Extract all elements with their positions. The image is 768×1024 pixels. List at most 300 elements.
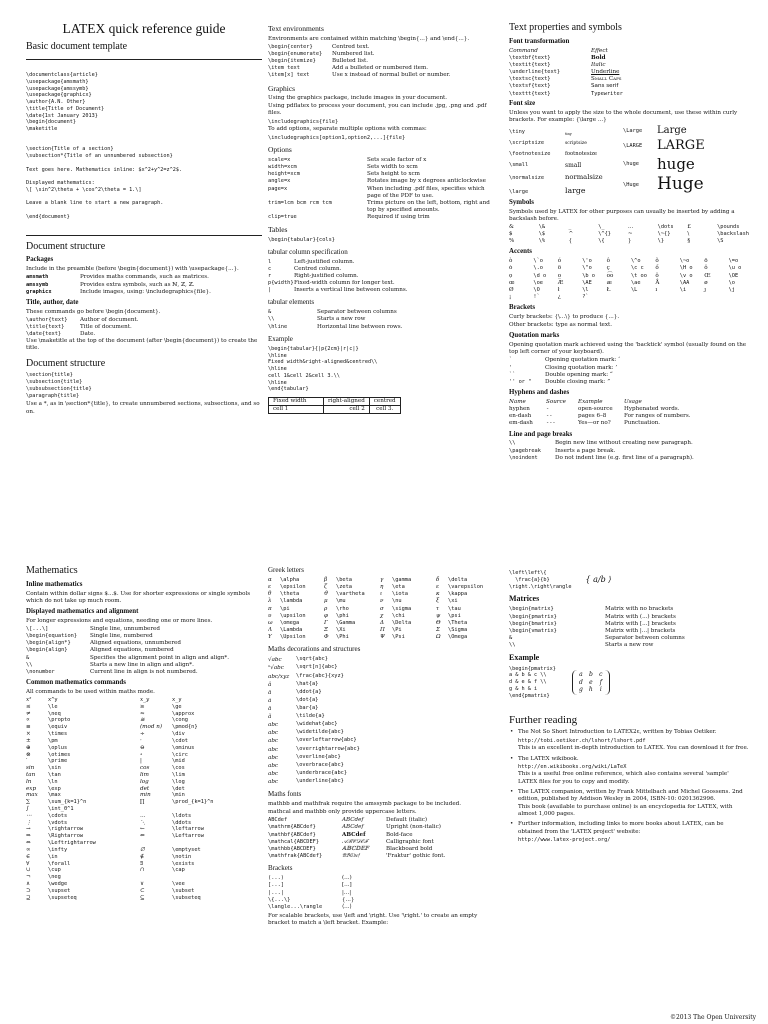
table-cell: right-aligned xyxy=(324,398,370,406)
brackets-p2: Other brackets: type as normal text. xyxy=(509,322,613,329)
math-cmd: \exists xyxy=(172,860,195,867)
displayed-desc: Aligned equations, numbered xyxy=(90,647,174,654)
math-cmd: \det xyxy=(172,785,185,792)
maths-heading: Mathematics xyxy=(26,565,78,576)
math-symbol: ⋮ xyxy=(26,819,32,826)
greek-glyph: ι xyxy=(380,591,383,598)
math-symbol: ≅ xyxy=(140,717,145,724)
tad-desc: Title of document. xyxy=(80,323,132,330)
option-cmd: height=xcm xyxy=(268,171,300,178)
mbrack-table xyxy=(268,875,500,911)
math-symbol: ⊖ xyxy=(140,744,145,751)
bracket-output: ⟨...⟩ xyxy=(342,903,352,910)
greek-cmd: \chi xyxy=(392,612,405,619)
list-item xyxy=(509,756,749,786)
math-symbol: ÷ xyxy=(140,731,145,738)
common-table xyxy=(26,697,262,901)
mfont-cmd: \mathfrak{ABCdef} xyxy=(268,853,323,860)
math-cmd: x_y xyxy=(172,697,182,703)
mfont-output: 𝔸𝔹ℂ𝔻𝔼𝔽 xyxy=(342,845,369,852)
mfont-desc: Upright (non-italic) xyxy=(386,824,441,831)
accent-glyph: ő xyxy=(655,265,659,272)
greek-cmd: \Theta xyxy=(448,619,468,626)
deco-output: abc xyxy=(268,778,279,785)
displayed-heading: Displayed mathematics and alignment xyxy=(26,607,139,615)
bracket-cmd: \langle...\rangle xyxy=(268,903,323,910)
mfonts-table xyxy=(268,817,500,860)
font-effect: Sans serif xyxy=(591,83,619,90)
text-env-desc: Bulleted list. xyxy=(332,58,368,65)
element-cmd: & xyxy=(268,309,272,316)
accent-glyph: ø xyxy=(704,279,708,286)
accent-glyph: Œ xyxy=(704,272,711,279)
greek-glyph: ε xyxy=(268,584,272,591)
math-symbol: ⊆ xyxy=(140,894,145,901)
common-p: All commands to be used within maths mode. xyxy=(26,688,155,695)
accent-cmd: \ae xyxy=(630,279,641,286)
deco-cmd: \overleftarrow{abc} xyxy=(296,737,357,744)
math-cmd: \cdot xyxy=(172,737,188,744)
text-props-heading: Text properties and symbols xyxy=(509,22,622,33)
mfont-cmd: \mathcal{ABCDEF} xyxy=(268,838,320,845)
math-cmd: \sin xyxy=(48,765,61,772)
greek-heading: Greek letters xyxy=(268,566,304,574)
symbol-cmd: \_ xyxy=(598,223,605,230)
leftright-code: \left\left\{ \frac{a}{b} \right.\right\rangle xyxy=(509,570,572,590)
option-cmd: scale=x xyxy=(268,156,291,163)
greek-cmd: \iota xyxy=(392,591,408,598)
matrices-table xyxy=(509,606,749,649)
math-cmd: \supseteq xyxy=(48,894,77,901)
hyph-col-header: Source xyxy=(546,398,566,405)
greek-cmd: \lambda xyxy=(280,598,303,605)
greek-glyph: χ xyxy=(380,612,384,619)
column-1-top xyxy=(26,18,262,533)
linebreak-cmd: \noindent xyxy=(509,454,538,461)
colspec-table xyxy=(268,259,500,295)
option-desc: Sets scale factor of x xyxy=(367,156,427,163)
symbols-heading: Symbols xyxy=(509,198,534,206)
greek-cmd: \eta xyxy=(392,584,405,591)
mfont-desc: Blackboard bold xyxy=(386,845,433,852)
math-symbol: ≡ xyxy=(26,724,31,731)
tad-heading: Title, author, date xyxy=(26,298,79,306)
symbol-cmd: \} xyxy=(657,238,665,245)
further-text: • The LATEX companion, written by Frank Mittelbach and Michel Goossens. 2nd edition, published by Addison Wesley in 2004, ISBN-10: 0201362996. xyxy=(518,788,743,802)
math-cmd: \pmod{n} xyxy=(172,724,198,731)
matrix-cell: f xyxy=(599,678,602,686)
deco-cmd: \dot{a} xyxy=(296,696,319,703)
column-3-bottom xyxy=(509,570,749,1010)
greek-cmd: \Psi xyxy=(392,634,405,641)
mbrack-heading: Brackets xyxy=(268,864,293,873)
greek-cmd: \upsilon xyxy=(280,612,306,619)
option-desc: Sets width to xcm xyxy=(367,164,418,171)
greek-glyph: η xyxy=(380,584,384,591)
quote-table xyxy=(509,357,749,386)
symbol-cmd: \& xyxy=(538,223,546,230)
deco-cmd: \bar{a} xyxy=(296,704,319,711)
hyph-cell: Hyphenated words. xyxy=(624,406,680,413)
greek-glyph: Ψ xyxy=(380,634,385,641)
matrix-env-desc: Starts a new row xyxy=(605,642,654,649)
greek-cmd: \pi xyxy=(280,605,290,612)
accent-cmd: \AE xyxy=(582,279,592,286)
greek-glyph: β xyxy=(324,576,328,583)
accent-cmd: \O xyxy=(533,286,540,293)
accent-cmd: \^o xyxy=(630,258,641,265)
math-cmd: \pm xyxy=(48,737,58,744)
mfont-desc: 'Fraktur' gothic font. xyxy=(386,853,446,860)
mfonts-p1: mathbb and mathfrak require the amssymb package to be included. xyxy=(268,801,461,808)
displayed-desc: Single line, unnumbered xyxy=(90,625,160,632)
inline-p: Contain within dollar signs $...$. Use for shorter expressions or single symbols which do not take up much room. xyxy=(26,590,251,604)
size-cmd: \tiny xyxy=(509,129,525,136)
package-cmd: amssymb xyxy=(26,281,49,288)
text-env-cmd: \item[x] text xyxy=(268,72,310,79)
basic-template-code: \documentclass{article} \usepackage{amsmath} \usepackage{amssymb} \usepackage{graphicx} \author{A.N. Other} \title{Title of Document} \date{1st January 2013} \begin{document} \maketitle \section{Title of a section} \subsection*{Title of an unnumbered subsection} Text goes here. Mathematics inline: $x^2+y^2=z^2$. Displayed mathematics: \[ \sin^2\theta + \cos^2\theta = 1.\] Leave a blank line to start a new paragraph. \end{document} xyxy=(26,72,183,220)
accent-glyph: Æ xyxy=(557,279,564,286)
deco-cmd: \widehat{abc} xyxy=(296,721,338,728)
text-env-cmd: \begin{center} xyxy=(268,43,313,50)
options-table xyxy=(268,157,500,221)
tables-heading: Tables xyxy=(268,225,288,235)
greek-glyph: Θ xyxy=(436,619,441,626)
matrix-env-cmd: \begin{bmatrix} xyxy=(509,620,557,627)
matrix-env-desc: Separator between columns xyxy=(605,635,685,642)
accent-glyph: ı xyxy=(655,286,658,293)
math-cmd: \le xyxy=(48,703,58,710)
greek-glyph: γ xyxy=(380,576,384,583)
size-cmd: \large xyxy=(509,189,529,196)
quote-desc: Opening quotation mark: ‘ xyxy=(545,357,620,364)
math-symbol: max xyxy=(26,792,38,799)
matrix-cell: a xyxy=(579,671,583,679)
accent-cmd: \`o xyxy=(533,258,543,265)
tables-example-code: \begin{tabular}{|p{2cm}|r|c|} \hline Fixed width&right-aligned&centred\\ \hline cell 1&cell 2&cell 3.\\ \hline \end{tabular} xyxy=(268,345,378,393)
matrix-env-desc: Matrix with (...) brackets xyxy=(605,613,676,620)
further-text: • Further information, including links to more books about LATEX, can be obtained from the 'LATEX project' website: xyxy=(518,821,724,835)
colspec-cmd: c xyxy=(268,265,272,272)
linebreak-desc: Inserts a page break. xyxy=(555,447,616,454)
deco-output: abc xyxy=(268,762,279,769)
graphics-p1: Using the graphics package, include images in your document. xyxy=(268,95,448,102)
table-cell: cell 3. xyxy=(369,406,400,414)
deco-cmd: \ddot{a} xyxy=(296,688,322,695)
hyph-col-header: Example xyxy=(578,398,603,405)
math-cmd: \ln xyxy=(48,778,58,785)
text-env-heading: Text environments xyxy=(268,24,324,33)
quote-cmd: '' or " xyxy=(509,378,532,385)
text-env-intro: Environments are contained within matching \begin{...} and \end{...}. xyxy=(268,35,470,42)
math-cmd: \approx xyxy=(172,710,195,717)
math-symbol: min xyxy=(140,792,151,799)
mfonts-p2: mathcal and mathbb only provide uppercase letters. xyxy=(268,809,417,816)
linebreak-cmd: \\ xyxy=(509,440,516,447)
accent-glyph: æ xyxy=(606,279,612,286)
further-url[interactable]: http://en.wikibooks.org/wiki/LaTeX xyxy=(518,763,627,770)
size-cmd: \LARGE xyxy=(623,143,643,150)
deco-output: abc xyxy=(268,746,279,753)
doc-structure-heading-2: Document structure xyxy=(26,357,106,369)
greek-cmd: \mu xyxy=(336,598,346,605)
displayed-desc: Aligned equations, unnumbered xyxy=(90,640,181,647)
basic-template-heading: Basic document template xyxy=(26,41,128,53)
deco-cmd: \hat{a} xyxy=(296,680,319,687)
accent-glyph: œ xyxy=(509,279,515,286)
hyph-heading: Hyphens and dashes xyxy=(509,389,570,397)
hyph-col-header: Usage xyxy=(624,398,642,405)
deco-heading: Maths decorations and structures xyxy=(268,645,361,654)
accent-cmd: \v o xyxy=(679,272,693,279)
table-cell: Fixed width xyxy=(269,398,324,406)
math-cmd: \otimes xyxy=(48,751,71,758)
colspec-desc: Inserts a vertical line between columns. xyxy=(294,287,408,294)
math-cmd: \ge xyxy=(172,703,182,710)
greek-cmd: \vartheta xyxy=(336,591,365,598)
font-size-table xyxy=(509,125,749,195)
math-cmd: \Leftrightarrow xyxy=(48,840,96,847)
divider xyxy=(26,235,262,236)
greek-glyph: σ xyxy=(380,605,384,612)
greek-cmd: \Lambda xyxy=(280,627,303,634)
math-cmd: \div xyxy=(172,731,185,738)
mfont-desc: Default (italic) xyxy=(386,817,428,824)
math-symbol: ≠ xyxy=(26,710,31,717)
elements-heading: tabular elements xyxy=(268,298,315,307)
quote-intro: Opening quotation mark achieved using the 'backtick' symbol (usually found on the top left corner of your keyboard). xyxy=(509,342,747,356)
math-cmd: \exp xyxy=(48,785,61,792)
displayed-p: For longer expressions and equations, needing one or more lines. xyxy=(26,617,213,624)
greek-glyph: θ xyxy=(268,591,272,598)
math-cmd: \propto xyxy=(48,717,71,724)
math-cmd: \Rightarrow xyxy=(48,833,84,840)
greek-glyph: Υ xyxy=(268,634,272,641)
accent-glyph: ȯ xyxy=(509,265,513,272)
element-cmd: \\ xyxy=(268,316,275,323)
further-text: This is a useful free online reference, which also contains several 'sample' LATEX files for you to copy and modify. xyxy=(518,771,729,785)
accent-glyph: ǒ xyxy=(655,272,659,279)
packages-intro: Include in the preamble (before \begin{document}) with \usepackage{...}. xyxy=(26,266,239,273)
accent-glyph: ö xyxy=(557,265,562,272)
math-cmd: \subseteq xyxy=(172,894,201,901)
text-env-table xyxy=(268,44,500,80)
matrix-env-cmd: \begin{pmatrix} xyxy=(509,613,557,620)
matrix-env-cmd: \begin{vmatrix} xyxy=(509,627,557,634)
matrix-env-cmd: \\ xyxy=(509,642,516,649)
symbol-glyph: ^ xyxy=(568,231,574,238)
package-desc: Include images, using: \includegraphics{file}. xyxy=(80,288,211,295)
displayed-desc: Starts a new line in align and align*. xyxy=(90,661,194,668)
math-symbol: ∫ xyxy=(26,806,29,812)
text-env-cmd: \item text xyxy=(268,65,300,72)
list-item xyxy=(509,821,749,843)
symbol-glyph: \ xyxy=(687,231,690,238)
math-cmd xyxy=(172,874,262,881)
bracket-output: {...} xyxy=(342,896,355,903)
accent-cmd: \b o xyxy=(582,272,595,279)
math-symbol: ⇐ xyxy=(140,833,145,840)
math-cmd: \rightarrow xyxy=(48,826,84,833)
hyph-cell: Punctuation. xyxy=(624,420,661,427)
greek-cmd: \nu xyxy=(392,598,402,605)
math-cmd: \min xyxy=(172,792,185,799)
symbol-glyph: … xyxy=(627,223,634,230)
size-cmd: \scriptsize xyxy=(509,140,545,147)
deco-cmd: \overline{abc} xyxy=(296,753,341,760)
colspec-cmd: p{width} xyxy=(268,280,294,287)
symbol-cmd: \backslash xyxy=(717,231,749,238)
size-effect: huge xyxy=(657,154,695,173)
math-cmd: \log xyxy=(172,778,185,785)
size-cmd: \huge xyxy=(623,161,639,168)
matrix-cell: i xyxy=(599,686,602,694)
greek-cmd: \sigma xyxy=(392,605,412,612)
element-desc: Separator between columns xyxy=(317,309,397,316)
further-url[interactable]: http://www.latex-project.org/ xyxy=(518,836,611,843)
matrix-cell: d xyxy=(578,678,583,686)
math-symbol: ∝ xyxy=(26,717,30,724)
mfont-output: ABCdef xyxy=(342,831,366,838)
tad-intro: These commands go before \begin{document}. xyxy=(26,308,161,315)
displayed-cmd: \begin{align*} xyxy=(26,640,71,647)
font-cmd: \textsc{text} xyxy=(509,76,551,83)
accent-cmd: \l xyxy=(582,286,589,293)
math-symbol: × xyxy=(26,731,31,738)
quote-desc: Double closing mark: ” xyxy=(545,378,611,385)
bracket-output: (...) xyxy=(342,875,352,882)
symbol-cmd: \$ xyxy=(538,231,546,238)
matrix-env-cmd: & xyxy=(509,635,513,642)
math-cmd: \notin xyxy=(172,853,192,860)
accent-glyph: Ø xyxy=(509,286,514,293)
example-heading: Example xyxy=(268,334,293,343)
greek-cmd: \Xi xyxy=(336,627,346,634)
quote-cmd: ' xyxy=(509,364,513,371)
font-cmd: \textsf{text} xyxy=(509,83,551,90)
size-effect: Large xyxy=(657,125,687,137)
math-symbol: ≈ xyxy=(140,710,145,717)
element-desc: Horizontal line between rows. xyxy=(317,323,403,330)
accent-glyph: õ xyxy=(655,258,659,265)
math-symbol: · xyxy=(140,737,142,744)
graphics-p2: Using pdflatex to process your document, you can include .jpg, .png and .pdf files. xyxy=(268,103,487,117)
math-symbol: ⊂ xyxy=(140,887,145,894)
hyph-col-header: Name xyxy=(509,398,526,405)
accent-glyph: ŏ xyxy=(704,265,708,272)
displayed-cmd: \nonumber xyxy=(26,668,55,675)
common-heading: Common mathematics commands xyxy=(26,679,126,687)
accent-glyph: ō xyxy=(704,258,708,265)
math-symbol: ∞ xyxy=(26,846,31,853)
elements-table xyxy=(268,309,500,330)
matrix-cell: h xyxy=(588,686,593,694)
font-size-intro: Unless you want to apply the size to the whole document, use these within curly brackets. For example: {\large ...} xyxy=(509,110,738,124)
symbol-glyph: } xyxy=(627,238,632,245)
greek-cmd: \Omega xyxy=(448,634,468,641)
greek-cmd: \phi xyxy=(336,612,349,619)
accent-glyph: ȷ xyxy=(704,286,706,293)
further-text: This book (available to purchase online) is an encyclopedia for LATEX, with almost 1,000 pages. xyxy=(518,804,733,818)
greek-cmd: \alpha xyxy=(280,576,300,583)
mfont-output: ABCdef xyxy=(342,817,364,824)
graphics-p4: To add options, separate multiple options with commas: xyxy=(268,126,427,133)
mfont-output: 𝔄𝔅ℭ𝔡𝔢𝔣 xyxy=(342,853,360,860)
math-symbol: ¬ xyxy=(26,874,31,881)
math-cmd: \vdots xyxy=(48,819,68,826)
deco-output: abc xyxy=(268,738,279,745)
tad-cmd: \title{text} xyxy=(26,323,65,330)
colspec-cmd: r xyxy=(268,272,272,279)
accents-heading: Accents xyxy=(509,248,532,256)
deco-cmd: \frac{abc}{xyz} xyxy=(296,672,344,679)
greek-glyph: Ξ xyxy=(324,627,328,634)
math-cmd: \in xyxy=(48,853,58,860)
packages-table xyxy=(26,274,262,295)
displayed-cmd: \begin{equation} xyxy=(26,633,78,640)
math-symbol: log xyxy=(140,778,149,785)
greek-cmd: \Sigma xyxy=(448,627,468,634)
accent-cmd: \~o xyxy=(679,258,690,265)
deco-cmd: \tilde{a} xyxy=(296,713,325,720)
math-cmd: \wedge xyxy=(48,880,68,887)
math-symbol: ∘ xyxy=(140,751,143,758)
font-cmd: \textit{text} xyxy=(509,61,551,68)
math-cmd: \cos xyxy=(172,765,185,772)
accent-glyph: ¿ xyxy=(557,294,561,301)
font-effect: Typewriter xyxy=(591,90,623,97)
math-symbol: ≤ xyxy=(26,703,31,710)
math-symbol xyxy=(140,874,168,881)
size-effect: Huge xyxy=(657,174,704,195)
math-cmd xyxy=(172,806,262,813)
symbol-cmd: \^{} xyxy=(598,231,611,238)
mfont-cmd: \mathbb{ABCDEF} xyxy=(268,845,316,852)
hyph-cell: -- xyxy=(546,413,553,420)
math-symbol: ∅ xyxy=(140,846,145,853)
math-symbol: tan xyxy=(26,771,36,778)
math-cmd: \sum_{k=1}^n xyxy=(48,799,87,806)
math-cmd: \oplus xyxy=(48,744,68,751)
math-symbol: ⊗ xyxy=(26,751,31,758)
colspec-desc: Right-justified column. xyxy=(294,272,359,279)
further-url[interactable]: http://tobi.oetiker.ch/lshort/lshort.pdf xyxy=(518,737,646,744)
deco-output: abc xyxy=(268,754,279,761)
size-cmd: \normalsize xyxy=(509,175,545,182)
math-cmd: \equiv xyxy=(48,724,68,731)
hyph-cell: - xyxy=(546,406,550,413)
greek-cmd: \tau xyxy=(448,605,461,612)
mfont-cmd: \mathrm{ABCdef} xyxy=(268,824,316,831)
matrix-cell: c xyxy=(599,671,603,679)
colspec-cmd: | xyxy=(268,287,272,294)
accent-cmd: \H o xyxy=(679,265,693,272)
bracket-output: |...| xyxy=(342,889,352,896)
text-env-desc: Numbered list. xyxy=(332,50,375,57)
greek-cmd: \beta xyxy=(336,576,352,583)
accent-cmd: \L xyxy=(630,286,638,293)
math-symbol: ′ xyxy=(26,758,28,765)
greek-glyph: ε xyxy=(436,584,440,591)
deco-output: ä xyxy=(268,689,272,696)
math-symbol: ∩ xyxy=(140,867,145,874)
option-desc: When including .pdf files, specifies which page of the PDF to use. xyxy=(367,185,485,199)
matrix-env-desc: Matrix with |...| brackets xyxy=(605,627,676,634)
table-cell: centred xyxy=(369,398,400,406)
matrix-example-heading: Example xyxy=(509,653,540,663)
font-cmd: \underline{text} xyxy=(509,69,561,76)
accent-cmd: \'o xyxy=(582,258,592,265)
